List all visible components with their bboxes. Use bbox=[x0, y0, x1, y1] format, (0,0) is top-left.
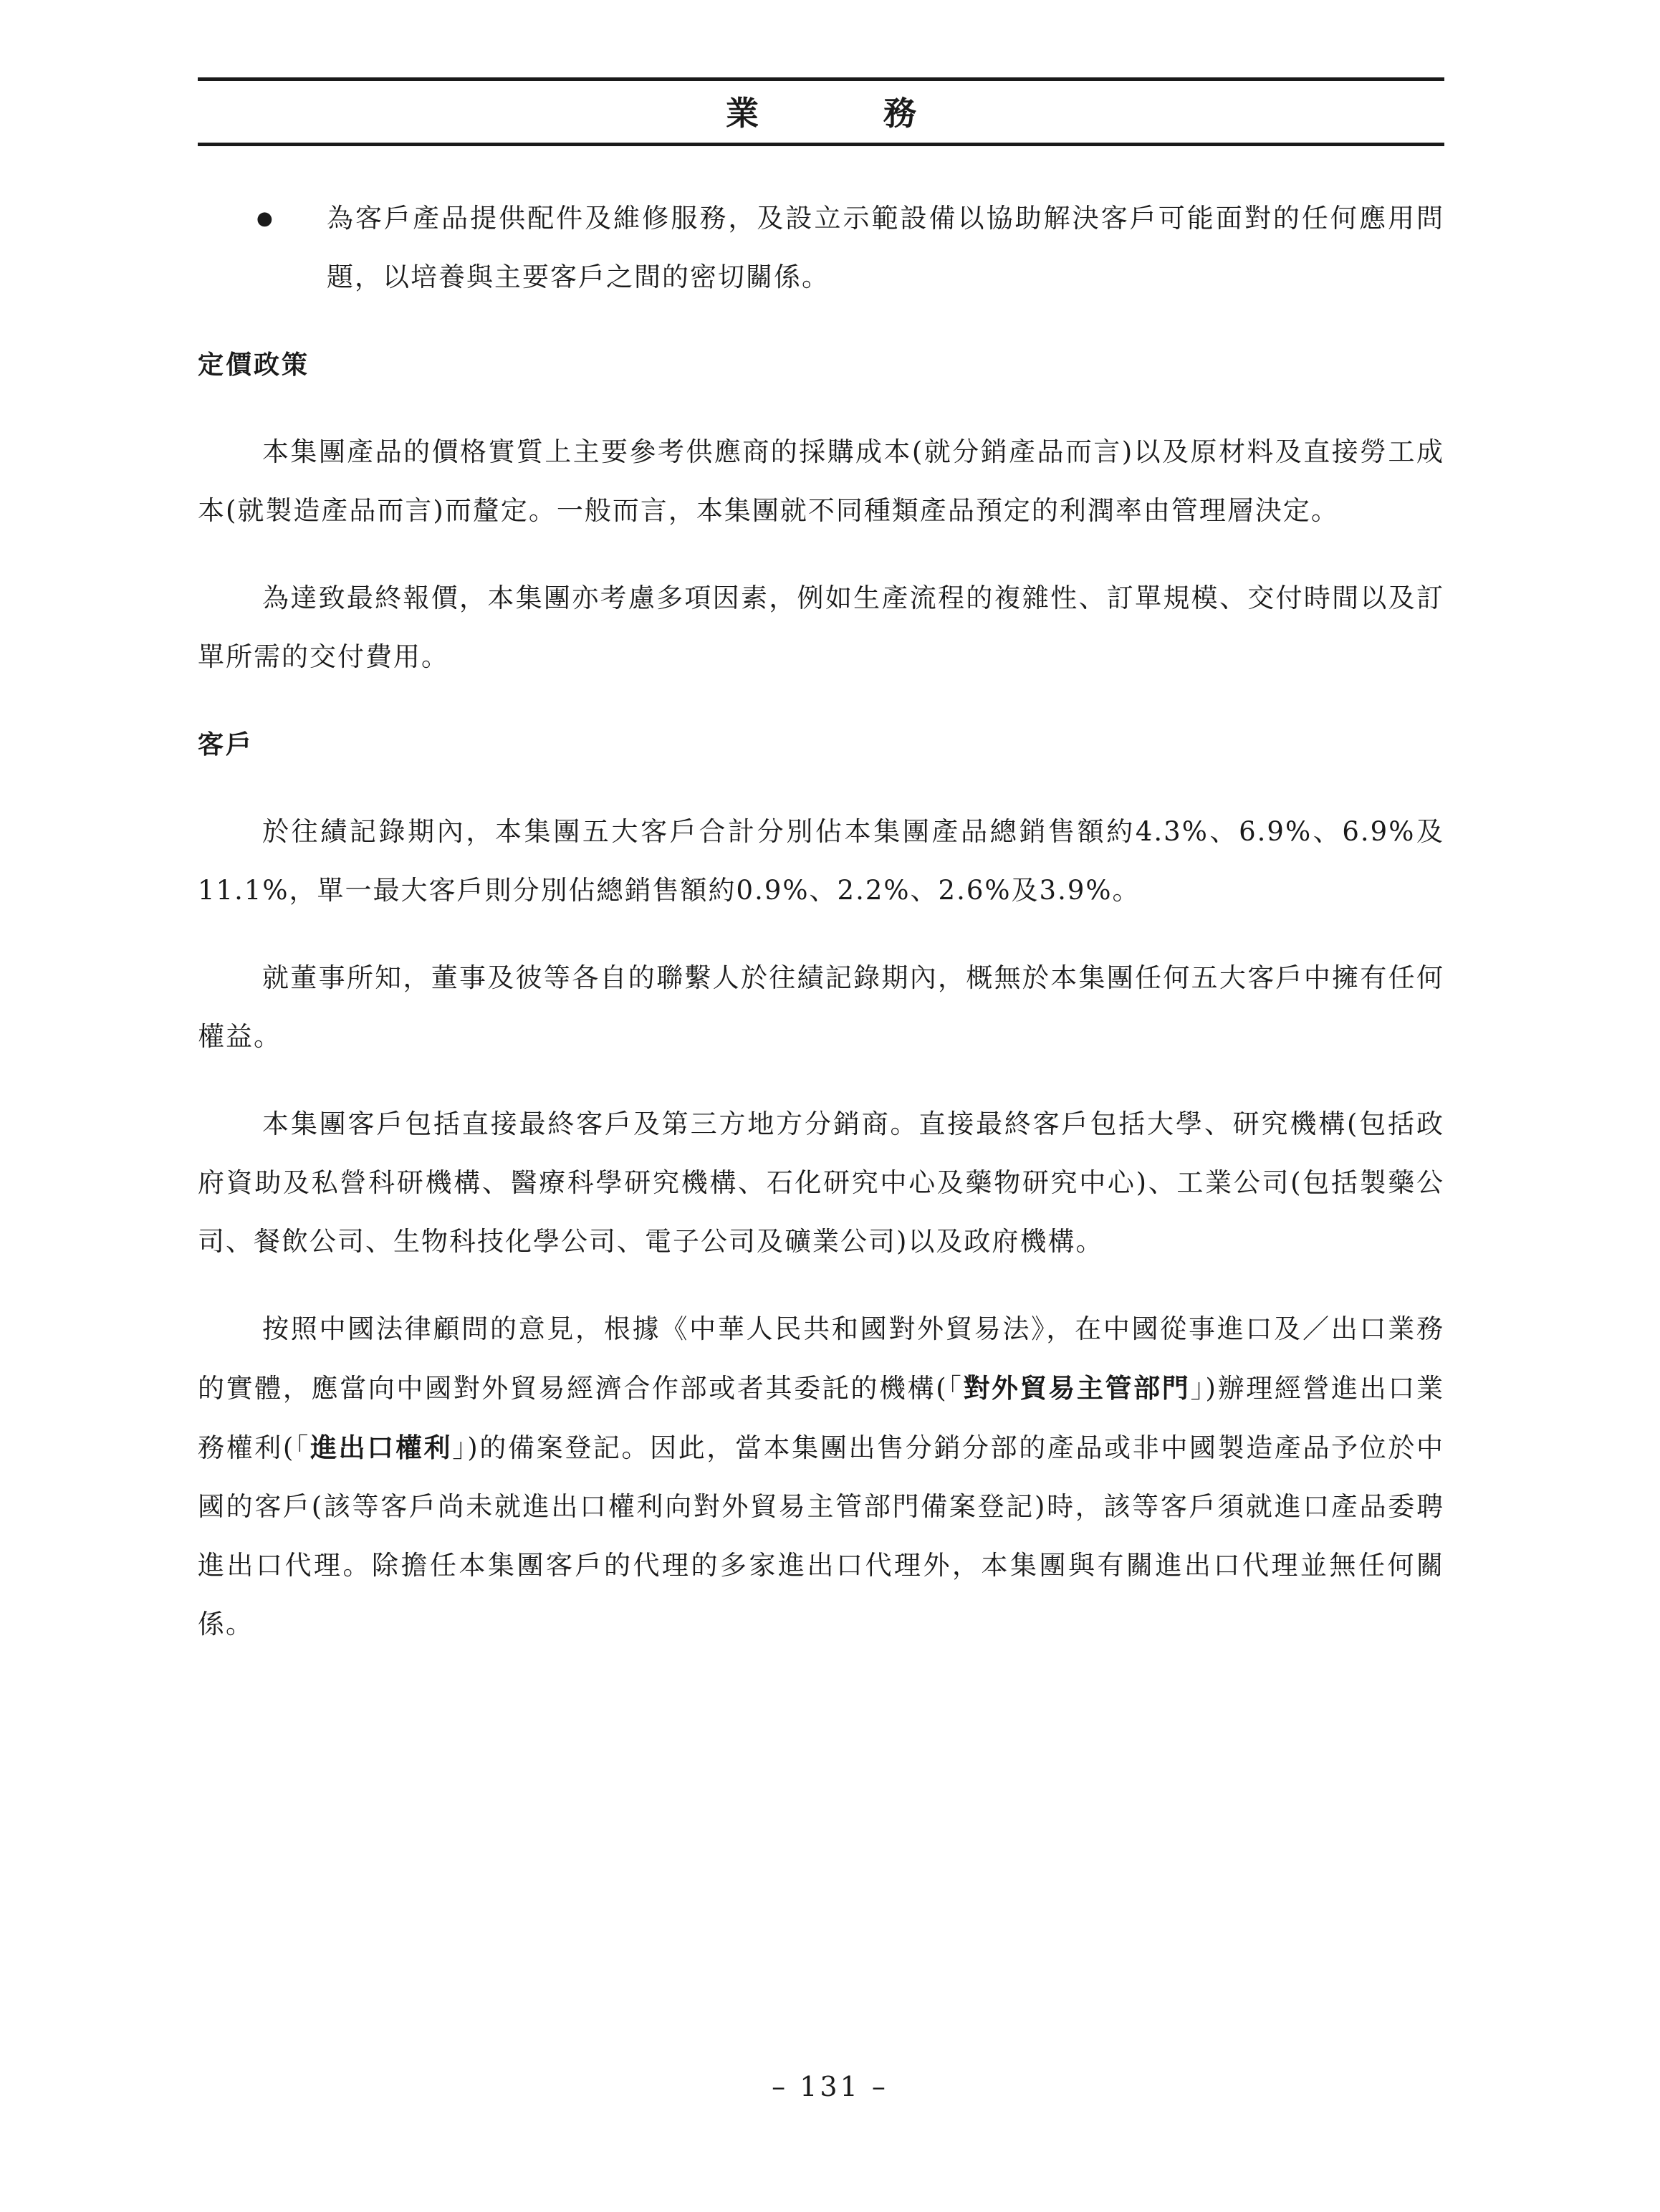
document-page bbox=[198, 77, 1444, 1654]
section-heading-pricing: 定價政策 bbox=[198, 350, 310, 380]
paragraph-pricing-1: 本集團產品的價格實質上主要參考供應商的採購成本(就分銷產品而言)以及原材料及直接勞工成本(就製造產品而言)而釐定。一般而言，本集團就不同種類產品預定的利潤率由管理層決定。 bbox=[198, 436, 1444, 526]
paragraph-customers-2: 就董事所知，董事及彼等各自的聯繫人於往績記錄期內，概無於本集團任何五大客戶中擁有任何權益。 bbox=[198, 962, 1444, 1052]
page-title: 業 務 bbox=[726, 94, 962, 133]
section-heading-customers: 客戶 bbox=[198, 729, 254, 760]
paragraph-text-segment: 」)辦理經營進出口業務權利(「 bbox=[198, 1373, 1444, 1463]
paragraph-text-segment: 」)的備案登記。因此，當本集團出售分銷分部的產品或非中國製造產品予位於中國的客戶(該等客戶尚未就進出口權利向對外貿易主管部門備案登記)時，該等客戶須就進口產品委聘進出口代理。除擔任本集團客戶的代理的多家進出口代理外，本集團與有關進出口代理並無任何關係。 bbox=[198, 1432, 1444, 1639]
paragraph-customers-4 bbox=[198, 1300, 1444, 1654]
defined-term-import-export-rights: 進出口權利 bbox=[310, 1432, 453, 1463]
bullet-text: 為客戶產品提供配件及維修服務，及設立示範設備以協助解決客戶可能面對的任何應用問題，以培養與主要客戶之間的密切關係。 bbox=[327, 203, 1444, 292]
paragraph-customers-1: 於往績記錄期內，本集團五大客戶合計分別佔本集團產品總銷售額約4.3%、6.9%、6.9%及11.1%，單一最大客戶則分別佔總銷售額約0.9%、2.2%、2.6%及3.9%。 bbox=[198, 816, 1444, 906]
page-header bbox=[198, 77, 1444, 146]
bullet-icon: ● bbox=[256, 208, 274, 229]
page-number: – 131 – bbox=[772, 2071, 888, 2102]
bullet-item bbox=[198, 189, 1444, 307]
paragraph-customers-3: 本集團客戶包括直接最終客戶及第三方地方分銷商。直接最終客戶包括大學、研究機構(包括政府資助及私營科研機構、醫療科學研究機構、石化研究中心及藥物研究中心)、工業公司(包括製藥公司、餐飲公司、生物科技化學公司、電子公司及礦業公司)以及政府機構。 bbox=[198, 1109, 1444, 1257]
defined-term-trade-authority: 對外貿易主管部門 bbox=[963, 1372, 1191, 1404]
paragraph-pricing-2: 為達致最終報價，本集團亦考慮多項因素，例如生產流程的複雜性、訂單規模、交付時間以及訂單所需的交付費用。 bbox=[198, 583, 1444, 672]
header-top-rule bbox=[198, 77, 1444, 81]
paragraph-text-segment: 按照中國法律顧問的意見，根據《中華人民共和國對外貿易法》，在中國從事進口及／出口業務的實體，應當向中國對外貿易經濟合作部或者其委託的機構(「 bbox=[198, 1313, 1444, 1404]
header-bottom-rule bbox=[198, 143, 1444, 146]
